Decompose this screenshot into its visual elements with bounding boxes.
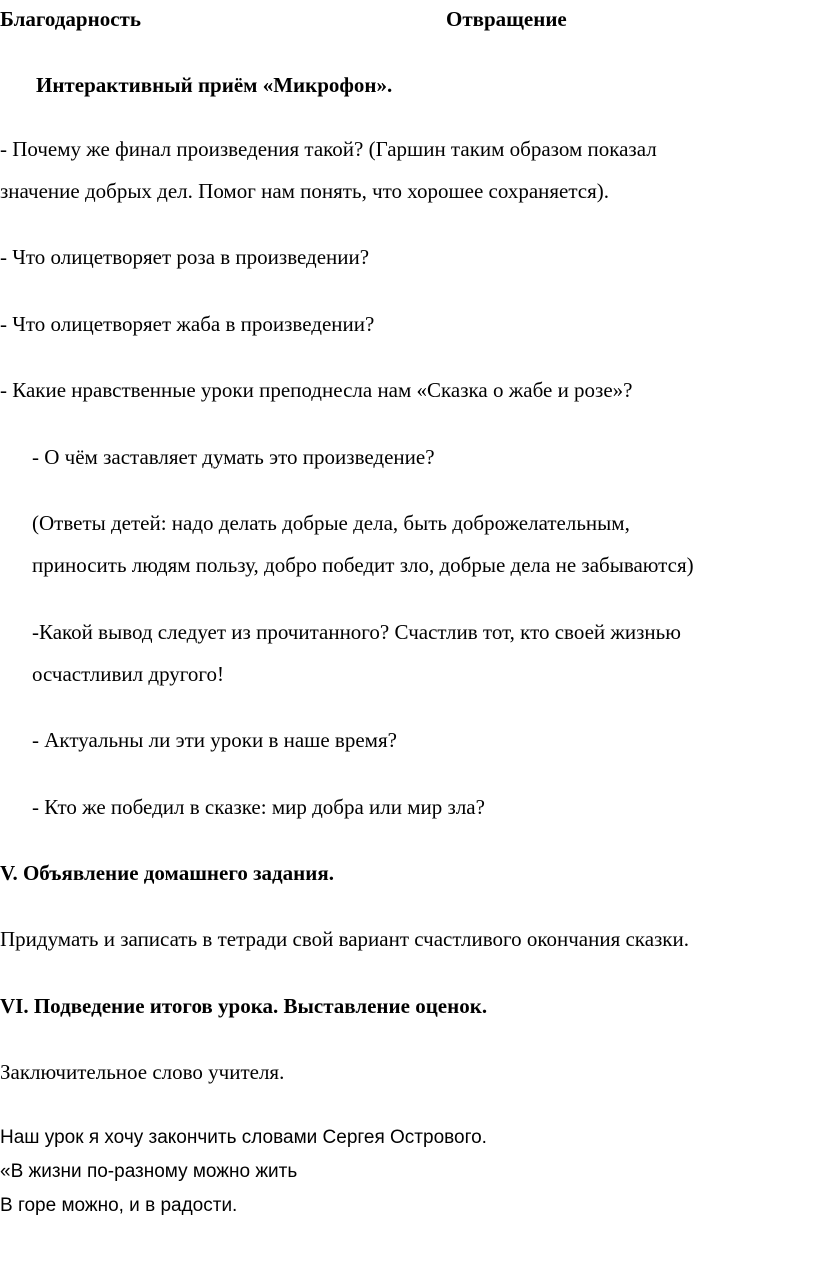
teacher-word: Заключительное слово учителя. [0,1060,285,1084]
closing-line3: В горе можно, и в радости. [0,1195,238,1216]
question-rose: - Что олицетворяет роза в произведении? [0,245,370,269]
question-relevant: - Актуальны ли эти уроки в наше время? [32,728,397,752]
section-vi-heading: VI. Подведение итогов урока. Выставление оценок. [0,994,488,1018]
question-think: - О чём заставляет думать это произведение? [32,445,435,469]
header-disgust: Отвращение [446,7,567,31]
homework-text: Придумать и записать в тетради свой вариант счастливого окончания сказки. [0,927,690,951]
answers-line2: приносить людям пользу, добро победит зло, добрые дела не забываются) [32,553,694,577]
question-conclusion-line1: -Какой вывод следует из прочитанного? Счастлив тот, кто своей жизнью [32,620,681,644]
closing-line1: Наш урок я хочу закончить словами Сергея Острового. [0,1127,487,1148]
question-final-line2: значение добрых дел. Помог нам понять, что хорошее сохраняется). [0,179,610,203]
question-final-line1: - Почему же финал произведения такой? (Гаршин таким образом показал [0,137,657,161]
section-v-heading: V. Объявление домашнего задания. [0,861,334,885]
header-gratitude: Благодарность [0,7,141,31]
closing-line2: «В жизни по-разному можно жить [0,1161,298,1182]
question-winner: - Кто же победил в сказке: мир добра или мир зла? [32,795,485,819]
answers-line1: (Ответы детей: надо делать добрые дела, быть доброжелательным, [32,511,630,535]
question-toad: - Что олицетворяет жаба в произведении? [0,312,375,336]
question-lessons: - Какие нравственные уроки преподнесла нам «Сказка о жабе и розе»? [0,378,633,402]
heading-microphone: Интерактивный приём «Микрофон». [36,73,393,97]
question-conclusion-line2: осчастливил другого! [32,662,224,686]
